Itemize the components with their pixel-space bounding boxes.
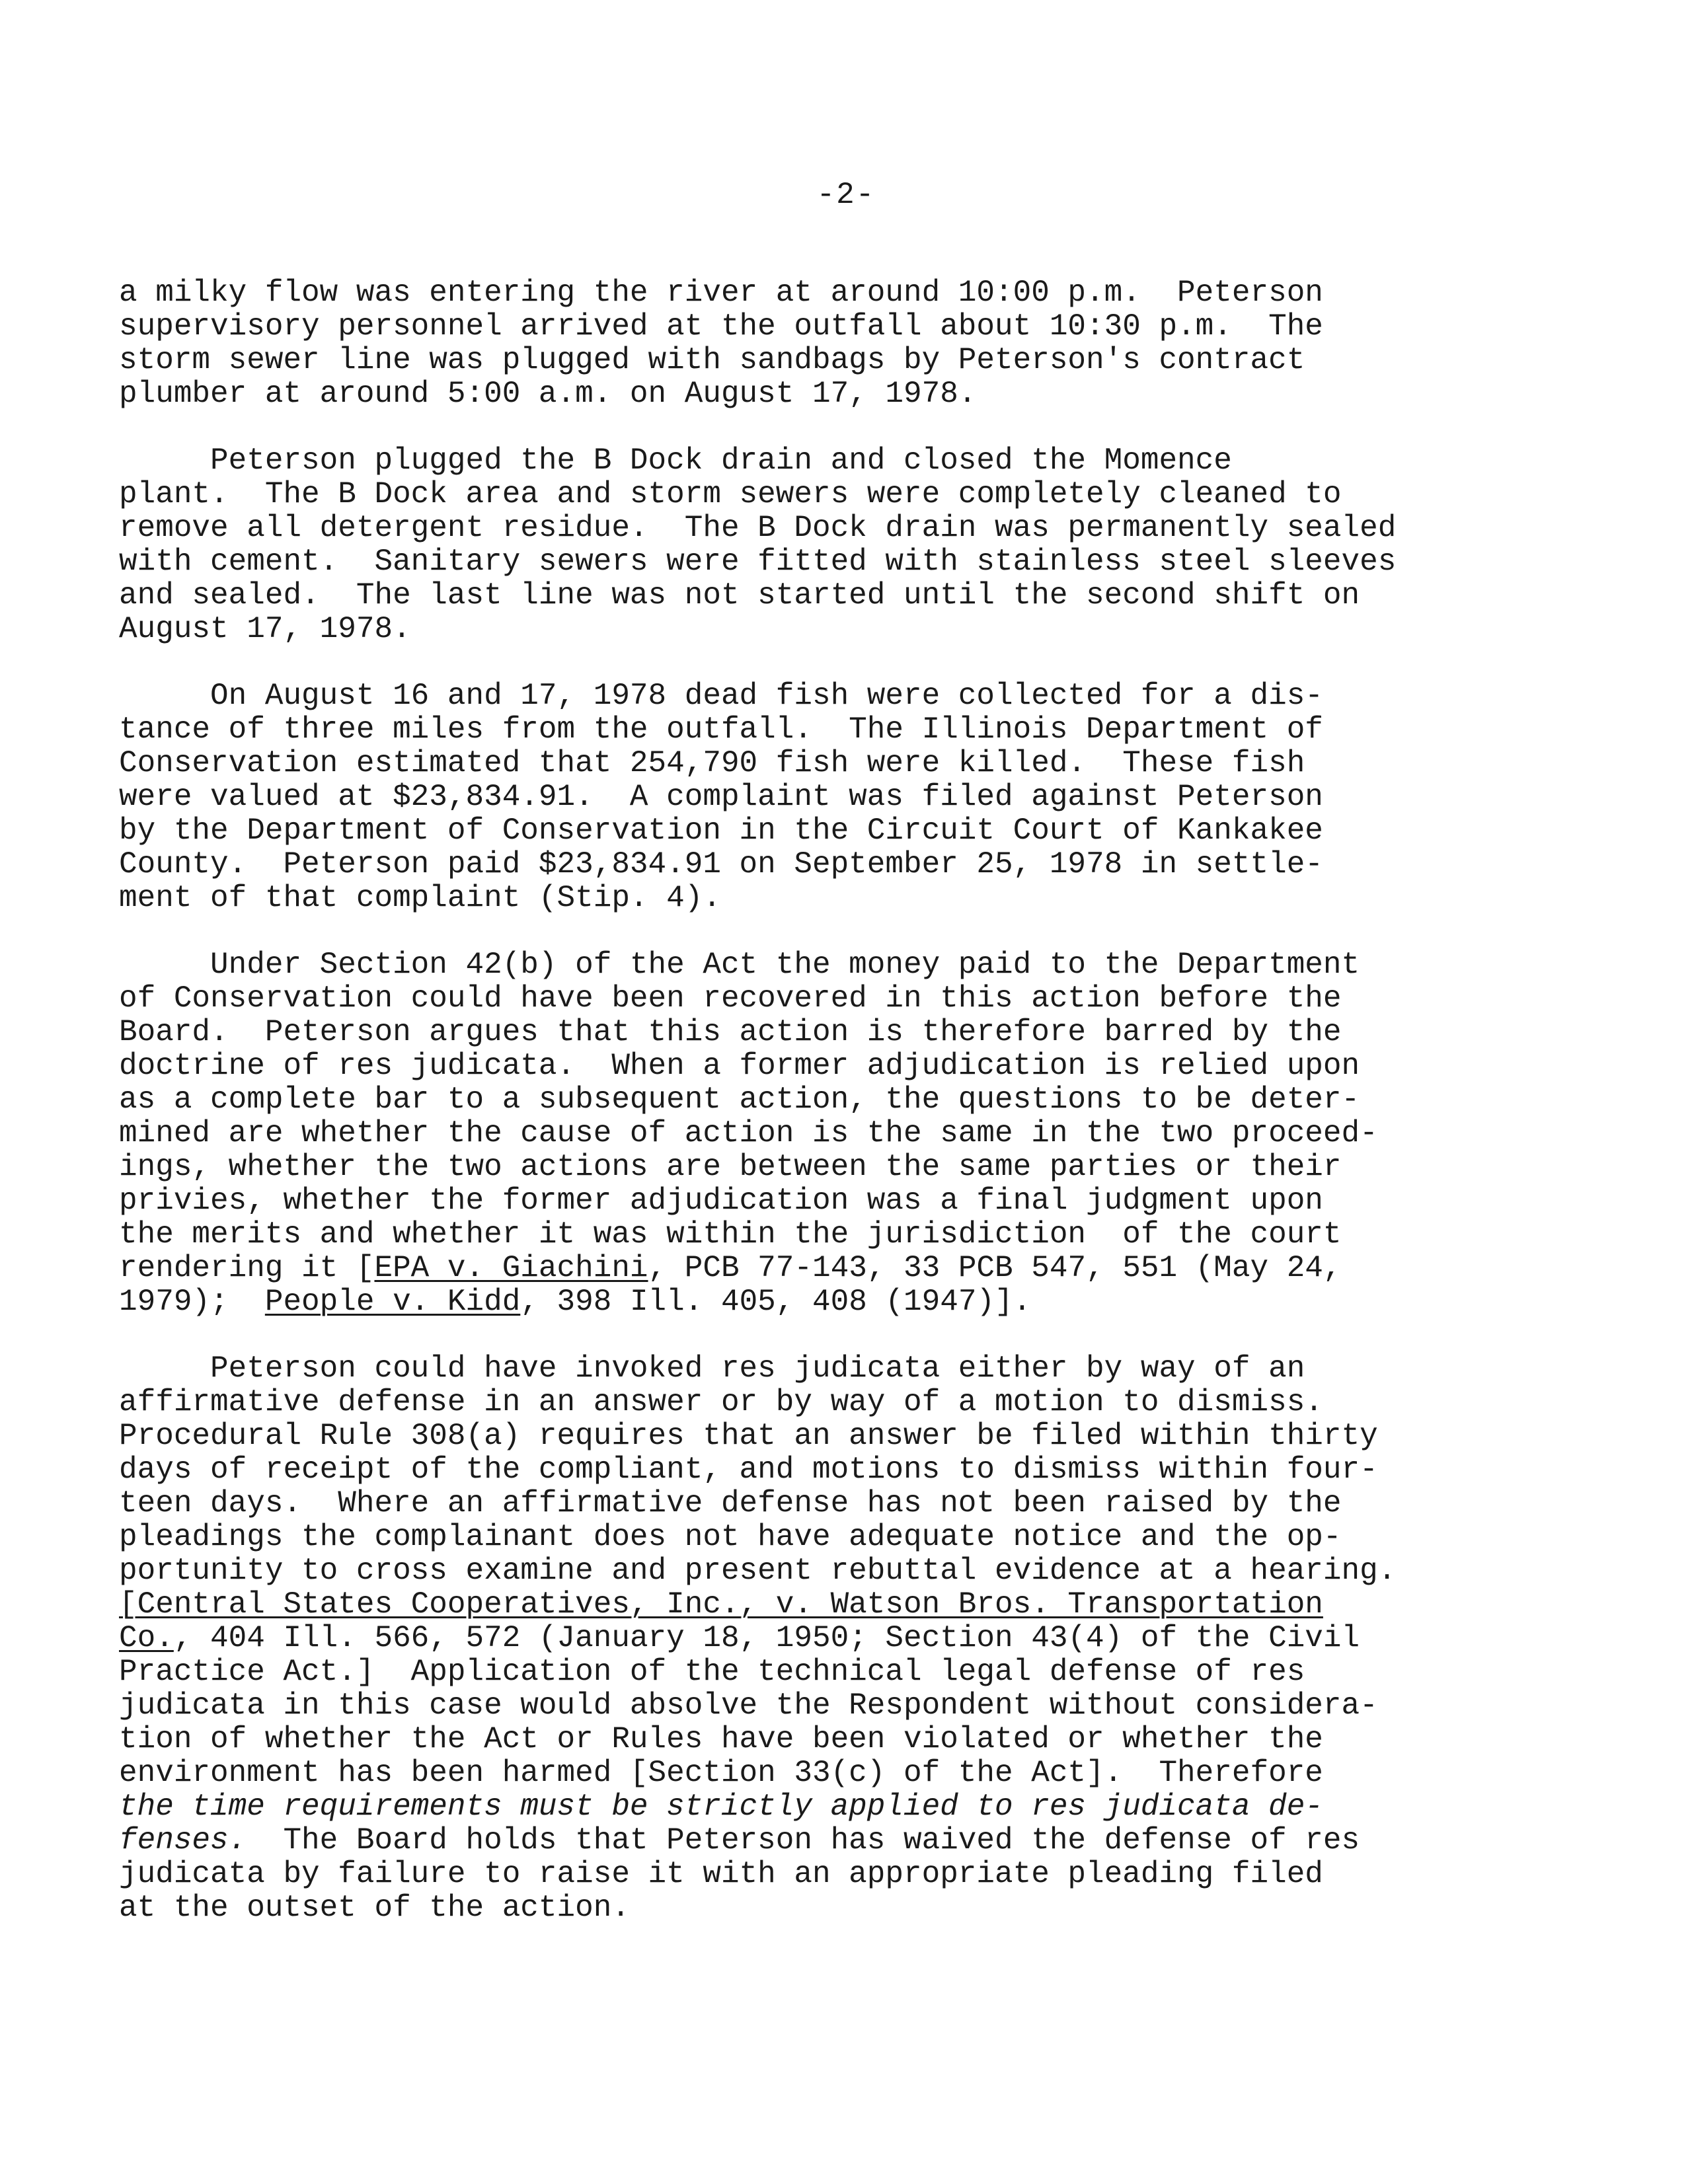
text-segment: , 404 Ill. 566, 572 (January 18, 1950; Section 43(4) of the Civil <box>173 1621 1360 1655</box>
text-line <box>119 848 1533 882</box>
text-segment: pleadings the complainant does not have adequate notice and the op- <box>119 1520 1342 1554</box>
text-segment: doctrine of res judicata. When a former adjudication is relied upon <box>119 1049 1360 1083</box>
text-segment: Procedural Rule 308(a) requires that an answer be filed within thirty <box>119 1419 1378 1453</box>
text-line <box>119 1723 1533 1756</box>
text-line <box>119 747 1533 780</box>
text-line <box>119 1016 1533 1049</box>
text-segment: plant. The B Dock area and storm sewers were completely cleaned to <box>119 477 1342 511</box>
text-line <box>119 948 1533 982</box>
paragraph <box>119 1352 1533 1925</box>
text-line <box>119 1150 1533 1184</box>
text-segment: Under Section 42(b) of the Act the money paid to the Department <box>119 948 1360 982</box>
text-segment: The Board holds that Peterson has waived the defense of res <box>247 1823 1360 1858</box>
text-segment: judicata by failure to raise it with an appropriate pleading filed <box>119 1857 1323 1891</box>
text-line <box>119 1858 1533 1891</box>
text-line <box>119 511 1533 545</box>
text-line <box>119 1891 1533 1925</box>
text-line <box>119 1419 1533 1453</box>
text-segment: Board. Peterson argues that this action is therefore barred by the <box>119 1015 1342 1049</box>
text-segment: ings, whether the two actions are between the same parties or their <box>119 1150 1342 1184</box>
text-segment: privies, whether the former adjudication was a final judgment upon <box>119 1184 1323 1218</box>
text-segment: were valued at $23,834.91. A complaint was filed against Peterson <box>119 780 1323 814</box>
citation-text: [Central States Cooperatives, Inc., v. Watson Bros. Transportation <box>119 1587 1323 1622</box>
emphasis-text: the time requirements must be strictly applied to res judicata de- <box>119 1789 1323 1824</box>
text-segment: at the outset of the action. <box>119 1891 630 1925</box>
text-segment: 1979); <box>119 1285 265 1319</box>
text-line <box>119 579 1533 613</box>
text-line <box>119 882 1533 915</box>
text-segment: On August 16 and 17, 1978 dead fish were collected for a dis- <box>119 679 1323 713</box>
text-line <box>119 444 1533 478</box>
text-segment: judicata in this case would absolve the Respondent without considera- <box>119 1688 1378 1723</box>
text-line <box>119 276 1533 310</box>
text-line <box>119 1521 1533 1554</box>
text-line <box>119 1285 1533 1319</box>
text-segment: County. Peterson paid $23,834.91 on September 25, 1978 in settle- <box>119 847 1323 882</box>
text-segment: August 17, 1978. <box>119 612 411 646</box>
text-line <box>119 1453 1533 1487</box>
text-line <box>119 1588 1533 1622</box>
text-line <box>119 377 1533 411</box>
paragraph <box>119 948 1533 1319</box>
text-line <box>119 344 1533 377</box>
text-line <box>119 1554 1533 1588</box>
text-line <box>119 478 1533 511</box>
text-segment: supervisory personnel arrived at the outfall about 10:30 p.m. The <box>119 309 1323 344</box>
text-segment: Conservation estimated that 254,790 fish were killed. These fish <box>119 746 1305 780</box>
text-line <box>119 1083 1533 1117</box>
text-line <box>119 310 1533 344</box>
text-segment: affirmative defense in an answer or by way of a motion to dismiss. <box>119 1385 1323 1419</box>
text-segment: by the Department of Conservation in the Circuit Court of Kankakee <box>119 813 1323 848</box>
paragraph <box>119 679 1533 915</box>
text-line <box>119 1756 1533 1790</box>
text-line <box>119 1622 1533 1655</box>
citation-text: Co. <box>119 1621 174 1655</box>
citation-text: People v. Kidd <box>264 1285 521 1319</box>
paragraph <box>119 276 1533 411</box>
text-segment: tance of three miles from the outfall. The Illinois Department of <box>119 712 1323 747</box>
text-line <box>119 1655 1533 1689</box>
text-segment: the merits and whether it was within the jurisdiction of the court <box>119 1217 1342 1252</box>
text-segment: a milky flow was entering the river at around 10:00 p.m. Peterson <box>119 276 1323 310</box>
text-line <box>119 814 1533 848</box>
text-segment: , PCB 77-143, 33 PCB 547, 551 (May 24, <box>648 1251 1342 1285</box>
text-segment: storm sewer line was plugged with sandbags by Peterson's contract <box>119 343 1305 377</box>
text-line <box>119 1487 1533 1521</box>
document-body <box>119 276 1533 1958</box>
text-segment: tion of whether the Act or Rules have been violated or whether the <box>119 1722 1323 1756</box>
text-line <box>119 1049 1533 1083</box>
text-line <box>119 679 1533 713</box>
text-segment: environment has been harmed [Section 33(c) of the Act]. Therefore <box>119 1756 1323 1790</box>
text-line <box>119 545 1533 579</box>
text-line <box>119 1184 1533 1218</box>
text-line <box>119 613 1533 646</box>
text-segment: as a complete bar to a subsequent action, the questions to be deter- <box>119 1082 1360 1117</box>
text-line <box>119 1252 1533 1285</box>
text-segment: with cement. Sanitary sewers were fitted with stainless steel sleeves <box>119 545 1397 579</box>
text-segment: of Conservation could have been recovered in this action before the <box>119 981 1342 1016</box>
text-line <box>119 1824 1533 1858</box>
text-line <box>119 1689 1533 1723</box>
text-line <box>119 1352 1533 1386</box>
text-segment: Peterson could have invoked res judicata either by way of an <box>119 1351 1305 1386</box>
text-line <box>119 982 1533 1016</box>
text-segment: teen days. Where an affirmative defense has not been raised by the <box>119 1486 1342 1521</box>
page-number: -2- <box>816 178 876 212</box>
text-segment: mined are whether the cause of action is the same in the two proceed- <box>119 1116 1378 1150</box>
text-line <box>119 1218 1533 1252</box>
text-line <box>119 1386 1533 1419</box>
text-line <box>119 780 1533 814</box>
text-segment: and sealed. The last line was not started until the second shift on <box>119 578 1360 613</box>
text-segment: Practice Act.] Application of the technical legal defense of res <box>119 1655 1305 1689</box>
text-line <box>119 1790 1533 1824</box>
emphasis-text: fenses. <box>119 1823 247 1858</box>
text-segment: portunity to cross examine and present rebuttal evidence at a hearing. <box>119 1554 1397 1588</box>
text-line <box>119 1117 1533 1150</box>
text-segment: rendering it [ <box>119 1251 375 1285</box>
citation-text: EPA v. Giachini <box>374 1251 648 1285</box>
text-segment: , 398 Ill. 405, 408 (1947)]. <box>520 1285 1032 1319</box>
text-segment: plumber at around 5:00 a.m. on August 17, 1978. <box>119 377 977 411</box>
text-segment: remove all detergent residue. The B Dock drain was permanently sealed <box>119 511 1397 545</box>
text-segment: Peterson plugged the B Dock drain and closed the Momence <box>119 443 1232 478</box>
text-segment: days of receipt of the compliant, and motions to dismiss within four- <box>119 1452 1378 1487</box>
text-segment: ment of that complaint (Stip. 4). <box>119 881 721 915</box>
text-line <box>119 713 1533 747</box>
paragraph <box>119 444 1533 646</box>
